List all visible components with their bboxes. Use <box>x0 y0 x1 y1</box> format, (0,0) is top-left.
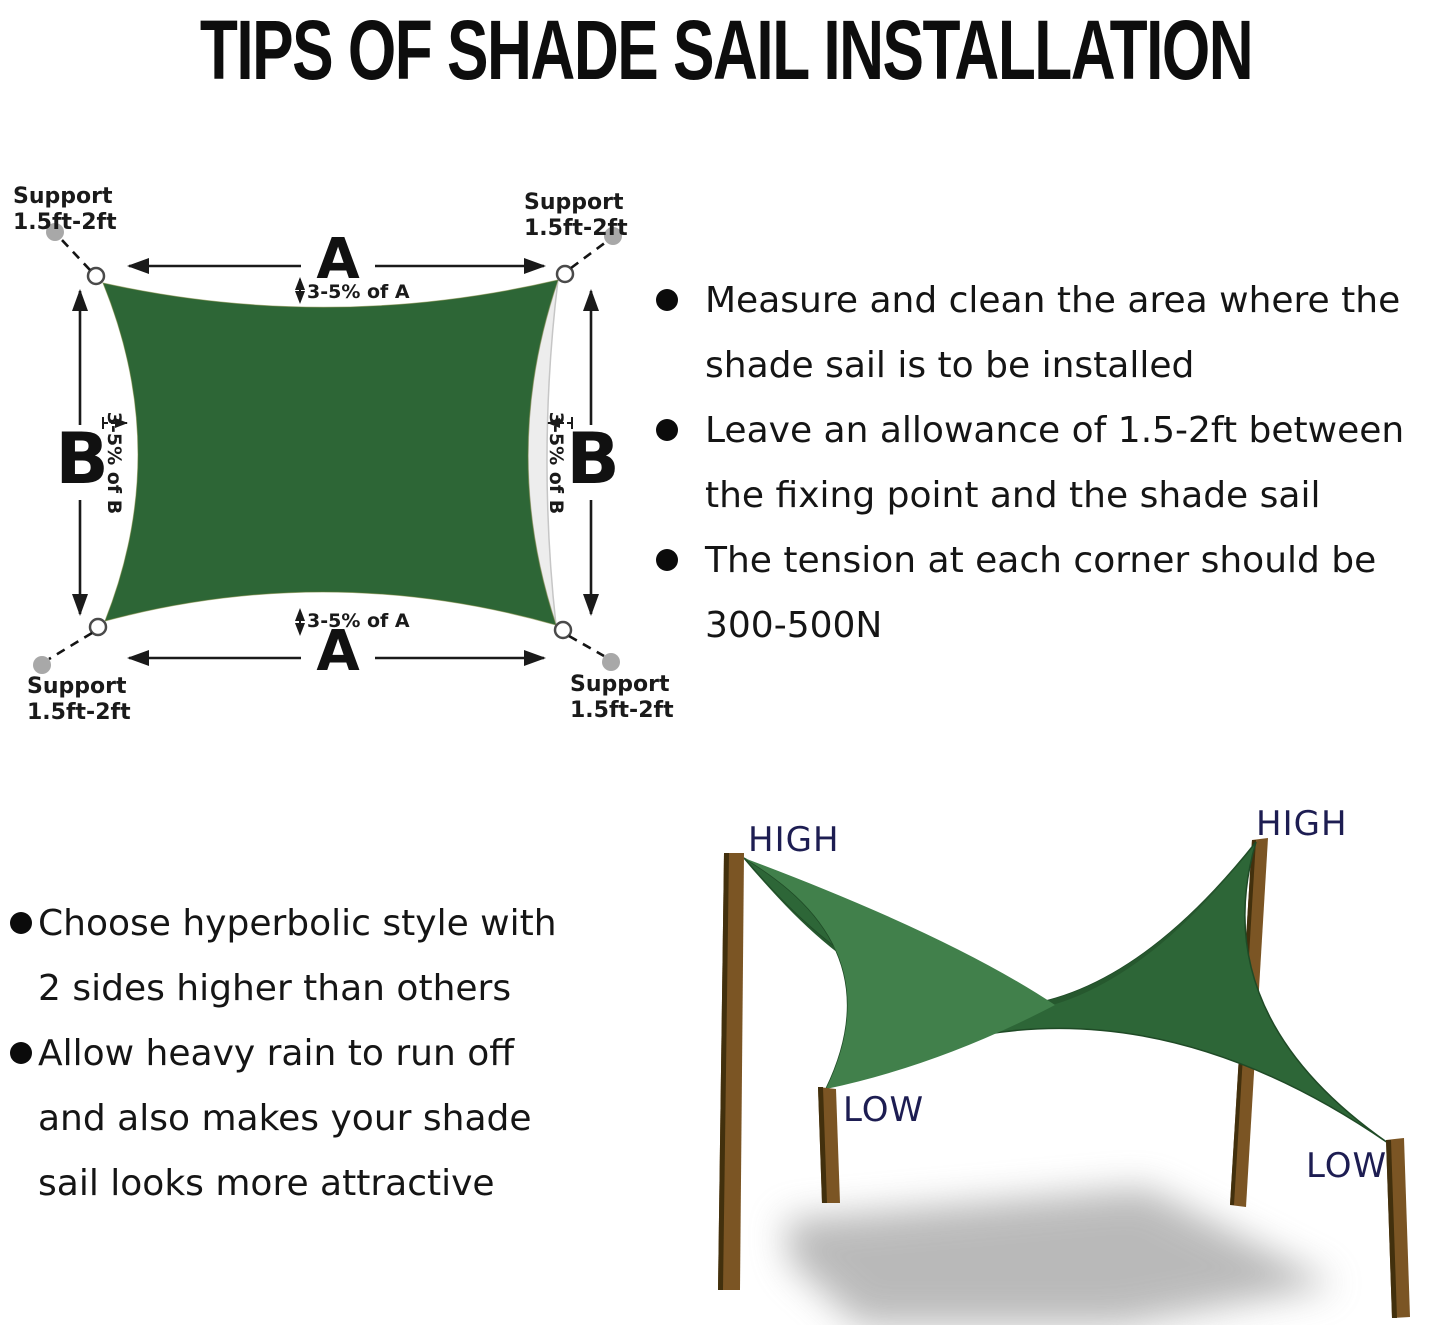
support-label-bottom-right <box>570 672 674 724</box>
dimension-label-a-top: A <box>316 227 360 292</box>
tip-line: 300-500N <box>705 605 883 646</box>
support-label-line1: Support <box>570 672 670 697</box>
sail-shape <box>103 280 558 625</box>
support-label-top-left <box>13 184 117 236</box>
tip-line: Choose hyperbolic style with <box>38 903 557 944</box>
support-label-line2: 1.5ft-2ft <box>524 216 628 241</box>
tip-line: Allow heavy rain to run off <box>38 1033 515 1074</box>
tip-line: The tension at each corner should be <box>705 540 1377 581</box>
sag-label-b-left: 3-5% of B <box>103 411 125 515</box>
sag-label-a-bottom: 3-5% of A <box>307 610 410 632</box>
corner-ring-br <box>555 622 571 638</box>
support-label-line1: Support <box>13 184 113 209</box>
post-high-left <box>718 853 744 1290</box>
post-low-right <box>1386 1138 1410 1318</box>
support-label-line1: Support <box>524 190 624 215</box>
tips-list-left <box>38 891 557 1216</box>
support-label-line1: Support <box>27 674 127 699</box>
sag-label-a-top: 3-5% of A <box>307 281 410 303</box>
tip-line: sail looks more attractive <box>38 1163 495 1204</box>
high-label-right: HIGH <box>1256 804 1348 844</box>
sag-label-b-right: 3-5% of B <box>545 411 567 515</box>
tip-line: Leave an allowance of 1.5-2ft between <box>705 410 1405 451</box>
dimension-label-b-right: B <box>566 418 620 500</box>
bullet-dot <box>656 419 678 441</box>
dimension-label-a-bottom: A <box>316 619 360 684</box>
tip-line: Measure and clean the area where the <box>705 280 1401 321</box>
tip-line: the fixing point and the shade sail <box>705 475 1321 516</box>
support-label-bottom-left <box>27 674 131 726</box>
bullet-dot <box>656 289 678 311</box>
tip-line: shade sail is to be installed <box>705 345 1195 386</box>
corner-ring-tl <box>88 268 104 284</box>
hyperbolic-sail <box>744 842 1388 1143</box>
tip-line: 2 sides higher than others <box>38 968 512 1009</box>
support-dot-br <box>602 653 620 671</box>
hyperbolic-installation-illustration <box>718 838 1410 1325</box>
dimension-label-b-left: B <box>55 418 109 500</box>
bullet-dot <box>656 549 678 571</box>
bullet-dot <box>10 912 32 934</box>
page-title: TIPS OF SHADE SAIL INSTALLATION <box>199 3 1253 97</box>
low-label-right: LOW <box>1306 1146 1388 1186</box>
support-label-line2: 1.5ft-2ft <box>570 698 674 723</box>
tip-line: and also makes your shade <box>38 1098 532 1139</box>
low-label-middle: LOW <box>843 1090 925 1130</box>
corner-ring-bl <box>90 619 106 635</box>
post-low-middle <box>818 1087 840 1203</box>
high-label-left: HIGH <box>748 820 840 860</box>
support-label-line2: 1.5ft-2ft <box>27 700 131 725</box>
corner-ring-tr <box>557 266 573 282</box>
ground-shadow <box>785 1188 1335 1325</box>
bullet-dot <box>10 1042 32 1064</box>
support-dot-bl <box>33 656 51 674</box>
support-label-line2: 1.5ft-2ft <box>13 210 117 235</box>
tips-list-right <box>705 268 1404 658</box>
support-label-top-right <box>524 190 628 242</box>
